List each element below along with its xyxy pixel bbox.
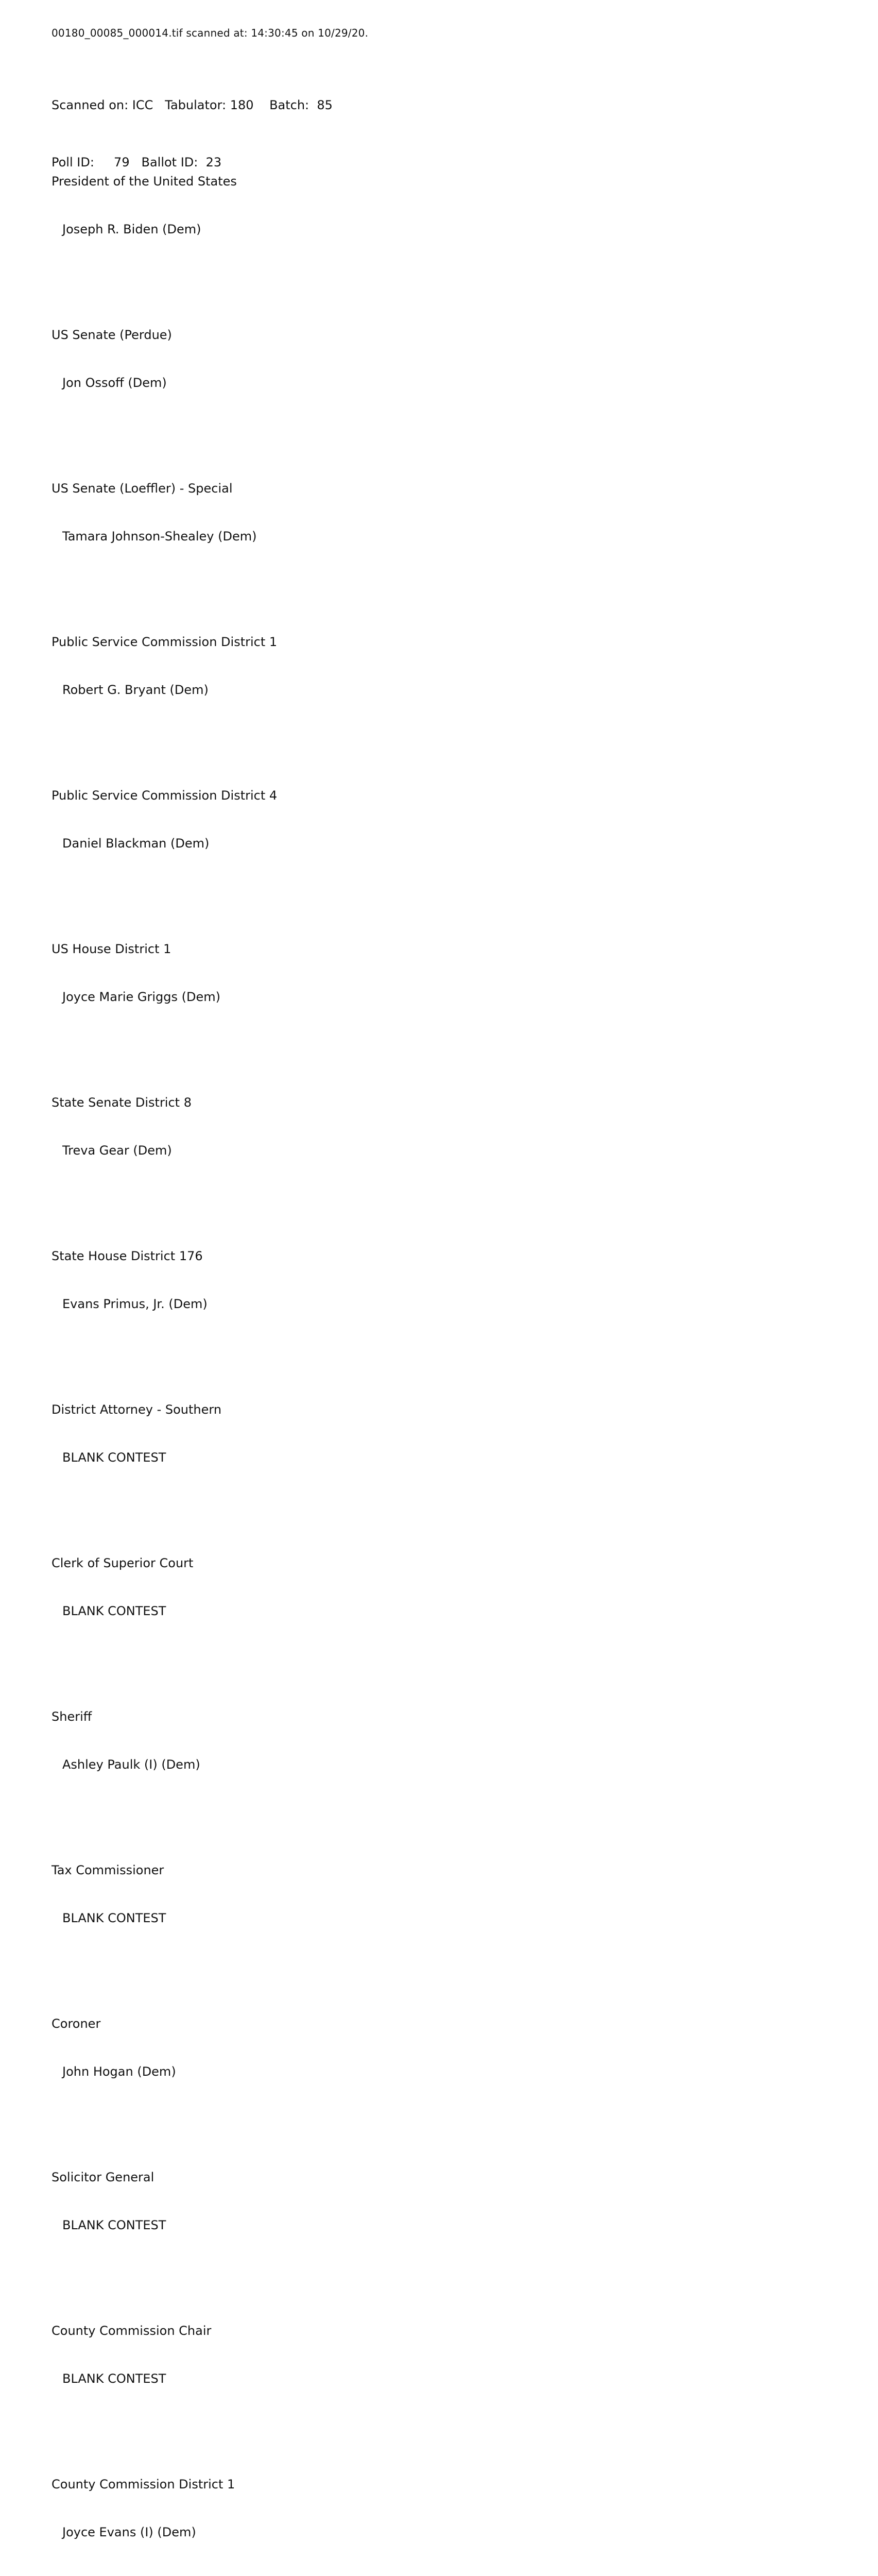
contest-choice: Tamara Johnson-Shealey (Dem) <box>62 529 257 544</box>
contest-choice: Robert G. Bryant (Dem) <box>62 683 209 697</box>
contest-choice: Joyce Evans (I) (Dem) <box>62 2525 196 2539</box>
contest-item <box>51 2293 515 2417</box>
contest-item <box>51 911 515 1036</box>
contest-title: Clerk of Superior Court <box>51 1556 194 1570</box>
contest-title: Tax Commissioner <box>51 1863 164 1877</box>
contest-item <box>51 604 515 728</box>
contest-choice: Joyce Marie Griggs (Dem) <box>62 990 220 1004</box>
contest-item <box>51 1064 515 1189</box>
contest-item <box>51 2139 515 2264</box>
contest-list <box>51 114 515 2576</box>
contest-choice: BLANK CONTEST <box>62 1604 166 1618</box>
contest-choice: BLANK CONTEST <box>62 1450 166 1465</box>
contest-title: State Senate District 8 <box>51 1095 192 1110</box>
contest-title: Solicitor General <box>51 2170 154 2184</box>
poll-ballot-id-line: Poll ID: 79 Ballot ID: 23 <box>51 155 222 170</box>
contest-title: US Senate (Perdue) <box>51 328 172 342</box>
contest-choice: BLANK CONTEST <box>62 2218 166 2232</box>
contest-title: Sheriff <box>51 1709 92 1724</box>
contest-item <box>51 1832 515 1957</box>
contest-item <box>51 1679 515 1803</box>
scan-tabulator-batch-line: Scanned on: ICC Tabulator: 180 Batch: 85 <box>51 98 333 112</box>
contest-title: District Attorney - Southern <box>51 1402 222 1417</box>
contest-item <box>51 1525 515 1650</box>
contest-item <box>51 450 515 575</box>
contest-title: Public Service Commission District 4 <box>51 788 278 803</box>
contest-item <box>51 1371 515 1496</box>
contest-title: County Commission Chair <box>51 2324 212 2338</box>
contest-choice: BLANK CONTEST <box>62 1911 166 1925</box>
contest-item <box>51 2446 515 2571</box>
contest-choice: Evans Primus, Jr. (Dem) <box>62 1297 208 1311</box>
contest-title: County Commission District 1 <box>51 2477 235 2492</box>
scan-header-line: 00180_00085_000014.tif scanned at: 14:30:45 on 10/29/20. <box>51 27 369 39</box>
contest-choice: Jon Ossoff (Dem) <box>62 376 167 390</box>
contest-item <box>51 143 515 268</box>
contest-item <box>51 297 515 421</box>
contest-choice: Daniel Blackman (Dem) <box>62 836 210 851</box>
contest-title: US House District 1 <box>51 942 171 956</box>
contest-item <box>51 1218 515 1343</box>
contest-title: US Senate (Loeffler) - Special <box>51 481 233 496</box>
contest-item <box>51 1986 515 2110</box>
contest-choice: Treva Gear (Dem) <box>62 1143 172 1158</box>
contest-title: Public Service Commission District 1 <box>51 635 278 649</box>
contest-title: State House District 176 <box>51 1249 203 1263</box>
contest-choice: John Hogan (Dem) <box>62 2064 176 2079</box>
contest-title: President of the United States <box>51 174 237 189</box>
contest-choice: Ashley Paulk (I) (Dem) <box>62 1757 200 1772</box>
contest-choice: BLANK CONTEST <box>62 2371 166 2386</box>
contest-item <box>51 757 515 882</box>
contest-choice: Joseph R. Biden (Dem) <box>62 222 201 236</box>
contest-title: Coroner <box>51 2016 101 2031</box>
